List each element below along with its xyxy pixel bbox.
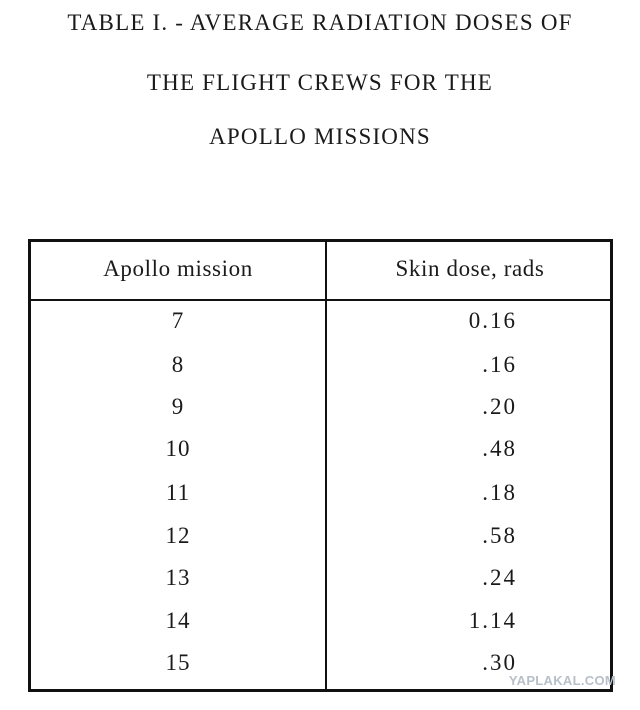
dose-cell: 0.16 bbox=[468, 308, 517, 333]
mission-cell: 9 bbox=[171, 394, 185, 419]
table-row bbox=[31, 608, 610, 650]
table-row bbox=[31, 523, 610, 565]
table-title-line-3: APOLLO MISSIONS bbox=[209, 124, 431, 149]
table-row bbox=[31, 308, 610, 350]
mission-cell: 15 bbox=[165, 650, 191, 675]
dose-cell: .58 bbox=[482, 523, 517, 548]
table-row bbox=[31, 352, 610, 394]
dose-cell: .18 bbox=[482, 480, 517, 505]
mission-cell: 10 bbox=[165, 436, 191, 461]
dose-cell: 1.14 bbox=[468, 608, 517, 633]
column-header-apollo-mission: Apollo mission bbox=[103, 256, 253, 281]
header-divider bbox=[31, 299, 610, 301]
dose-cell: .16 bbox=[482, 352, 517, 377]
mission-cell: 14 bbox=[165, 608, 191, 633]
dose-cell: .30 bbox=[482, 650, 517, 675]
watermark: YAPLAKAL.COM bbox=[508, 673, 616, 688]
table-row bbox=[31, 394, 610, 436]
column-header-skin-dose: Skin dose, rads bbox=[395, 256, 545, 281]
dose-cell: .20 bbox=[482, 394, 517, 419]
dose-cell: .24 bbox=[482, 565, 517, 590]
radiation-dose-table bbox=[28, 239, 613, 692]
mission-cell: 11 bbox=[165, 480, 191, 505]
table-title-line-2: THE FLIGHT CREWS FOR THE bbox=[146, 70, 494, 95]
table-row bbox=[31, 565, 610, 607]
mission-cell: 13 bbox=[165, 565, 191, 590]
mission-cell: 8 bbox=[171, 352, 185, 377]
dose-cell: .48 bbox=[482, 436, 517, 461]
table-title-line-1: TABLE I. - AVERAGE RADIATION DOSES OF bbox=[67, 10, 573, 35]
mission-cell: 12 bbox=[165, 523, 191, 548]
table-row bbox=[31, 480, 610, 522]
table-row bbox=[31, 436, 610, 478]
mission-cell: 7 bbox=[171, 308, 185, 333]
